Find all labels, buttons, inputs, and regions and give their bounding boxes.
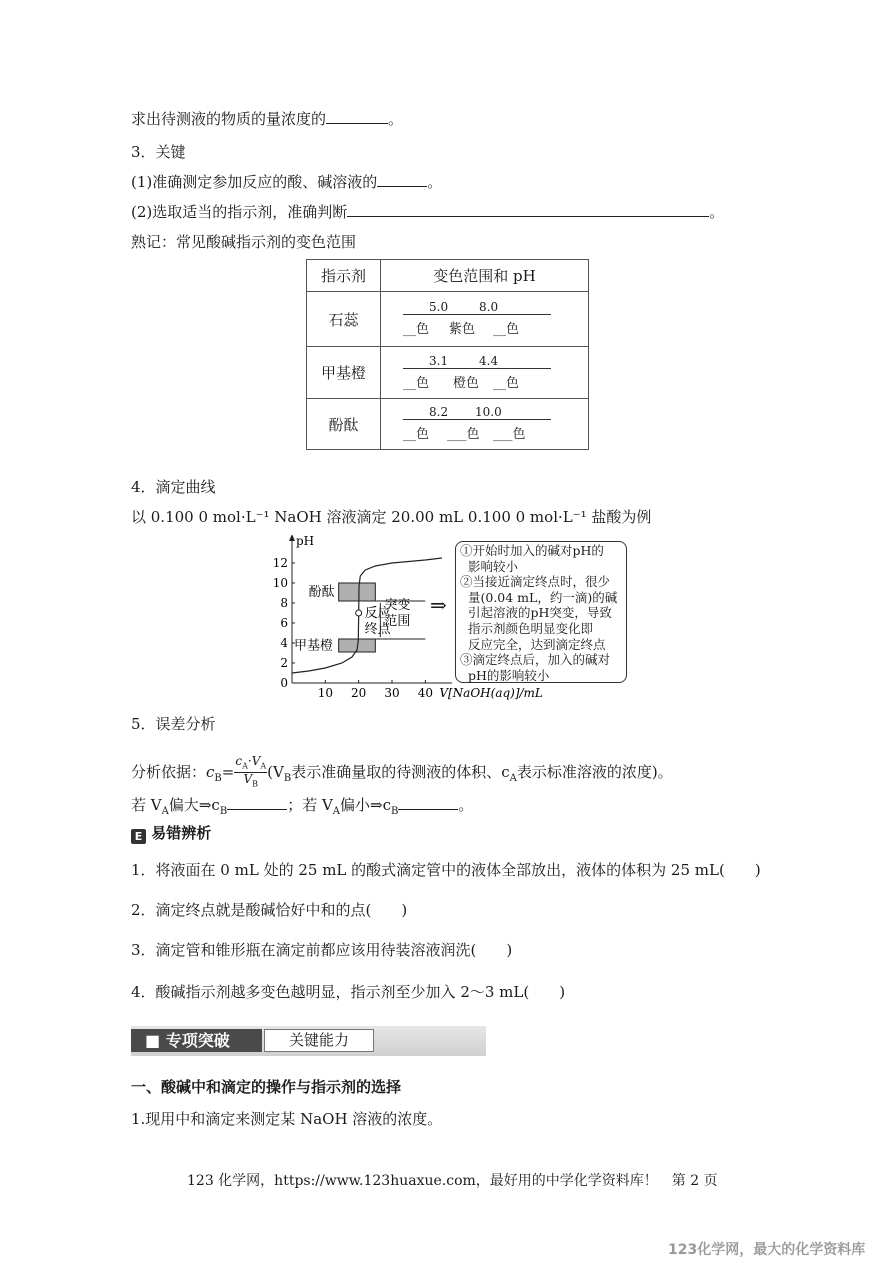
heading-error-analysis: 5．误差分析 (131, 715, 216, 733)
mistake-item: 1．将液面在 0 mL 处的 25 mL 的酸式滴定管中的液体全部放出，液体的体积为 25 mL( ) (131, 861, 761, 879)
tick-label: 5.0 (429, 300, 449, 314)
blank (377, 172, 427, 187)
y-tick-label: 6 (280, 616, 288, 630)
indicator-name: 石蕊 (307, 292, 381, 347)
tick-label: 10.0 (475, 405, 502, 419)
table-row (307, 399, 589, 450)
banner-special-breakthrough: ■ 专项突破 (131, 1029, 262, 1052)
blank (227, 795, 287, 810)
analysis-basis: 分析依据：$c_B=$ $\frac{c_A\cdot V_A}{V_B}$ ($V_B$表示准确量取的待测液的体积、$c_A$表示标准溶液的浓度)。 (131, 754, 673, 789)
methyl-orange-label: 甲基橙 (294, 638, 334, 654)
phenolphthalein-band (339, 583, 376, 601)
mistake-item: 4．酸碱指示剂越多变色越明显，指示剂至少加入 2～3 mL( ) (131, 983, 566, 1001)
y-tick-label: 2 (280, 656, 288, 670)
y-axis-arrow (289, 535, 295, 541)
x-tick-label: 40 (417, 686, 433, 700)
indicator-table (306, 259, 589, 450)
note-line: ①开始时加入的碱对pH的 (460, 543, 604, 558)
watermark: 123化学网，最大的化学资料库 (668, 1242, 866, 1258)
blank (326, 109, 388, 124)
table-row (307, 292, 589, 347)
y-tick-label: 12 (272, 556, 288, 570)
section-title: 一、酸碱中和滴定的操作与指示剂的选择 (131, 1078, 402, 1096)
indicator-name: 酚酞 (307, 399, 381, 450)
color-label: __色 (403, 375, 430, 391)
note-line: ②当接近滴定终点时，很少 (460, 574, 611, 590)
y-tick-label: 4 (280, 636, 288, 650)
color-label: __色 (493, 375, 520, 391)
key-item-1: (1)准确测定参加反应的酸、碱溶液的 。 (131, 173, 443, 191)
color-label: __色 (403, 427, 430, 442)
banner-key-ability: 关键能力 (264, 1029, 374, 1052)
color-label: ___色 (493, 427, 526, 442)
color-scale (403, 294, 603, 344)
error-conditions: 若 $V_A$偏大$\Rightarrow c_B$ ；若 $V_A$偏小$\Rightarrow c_B$ 。 (131, 796, 474, 817)
tick-label: 8.0 (479, 300, 499, 314)
implies-arrow-icon: ⇒ (430, 593, 447, 617)
y-tick-label: 8 (280, 596, 288, 610)
endpoint-label: 反应 (364, 606, 391, 621)
notes-text (460, 543, 617, 683)
x-tick-label: 30 (384, 686, 400, 700)
color-scale (403, 348, 603, 398)
heading-key: 3．关键 (131, 143, 186, 161)
blank (398, 795, 458, 810)
color-label: __色 (493, 322, 520, 337)
scale-bar (403, 419, 551, 420)
note-line: 量(0.04 mL，约一滴)的碱 (468, 589, 618, 605)
x-axis-label: V[NaOH(aq)]/mL (439, 686, 543, 700)
color-label: ___色 (447, 427, 480, 442)
color-label: 紫色 (449, 322, 476, 337)
y-axis-label: pH (296, 535, 315, 548)
note-line: 反应完全，达到滴定终点 (468, 636, 606, 652)
mistake-item: 2．滴定终点就是酸碱恰好中和的点( ) (131, 901, 408, 919)
y-tick-label: 0 (280, 676, 288, 690)
tick-label: 8.2 (429, 405, 449, 419)
endpoint-label: 终点 (364, 622, 391, 637)
question-1: 1.现用中和滴定来测定某 NaOH 溶液的浓度。 (131, 1110, 443, 1128)
tick-label: 3.1 (429, 353, 449, 368)
phenolphthalein-label: 酚酞 (308, 585, 335, 600)
section-e-icon: E (131, 829, 146, 844)
text-line-concentration: 求出待测液的物质的量浓度的 。 (131, 110, 404, 128)
note-line: 指示剂颜色明显变化即 (468, 620, 594, 636)
mistake-item: 3．滴定管和锥形瓶在滴定前都应该用待装溶液润洗( ) (131, 941, 513, 959)
blank (347, 202, 709, 217)
indicator-name: 甲基橙 (307, 347, 381, 399)
jump-range-label: 范围 (384, 614, 411, 629)
color-label: __色 (403, 322, 430, 337)
x-tick-label: 10 (317, 686, 333, 700)
note-line: ③滴定终点后，加入的碱对 (460, 652, 611, 668)
note-line: 引起溶液的pH突变，导致 (468, 605, 612, 621)
jump-range-label: 突变 (384, 598, 411, 613)
endpoint-marker (356, 610, 362, 616)
color-label: 橙色 (453, 375, 480, 391)
curve-description: 以 0.100 0 mol·L⁻¹ NaOH 溶液滴定 20.00 mL 0.100 0 mol·L⁻¹ 盐酸为例 (131, 508, 652, 526)
tick-label: 4.4 (479, 353, 499, 368)
color-scale (403, 399, 603, 449)
mistakes-heading: E 易错辨析 (131, 823, 211, 844)
y-tick-label: 10 (272, 576, 288, 590)
remember-line: 熟记：常见酸碱指示剂的变色范围 (131, 233, 357, 251)
note-line: pH的影响较小 (468, 667, 550, 683)
x-tick-label: 20 (351, 686, 367, 700)
heading-titration-curve: 4．滴定曲线 (131, 478, 216, 496)
table-row (307, 347, 589, 399)
scale-bar (403, 314, 551, 315)
table-header-range: 变色范围和 pH (381, 260, 589, 292)
scale-bar (403, 368, 551, 369)
table-header-indicator: 指示剂 (307, 260, 381, 292)
note-line: 影响较小 (468, 558, 519, 574)
page-footer: 123 化学网，https://www.123huaxue.com，最好用的中学化学资料库！ 第 2 页 (187, 1173, 718, 1189)
key-item-2: (2)选取适当的指示剂，准确判断 。 (131, 203, 725, 221)
formula-fraction: $\frac{c_A\cdot V_A}{V_B}$ (235, 754, 267, 789)
